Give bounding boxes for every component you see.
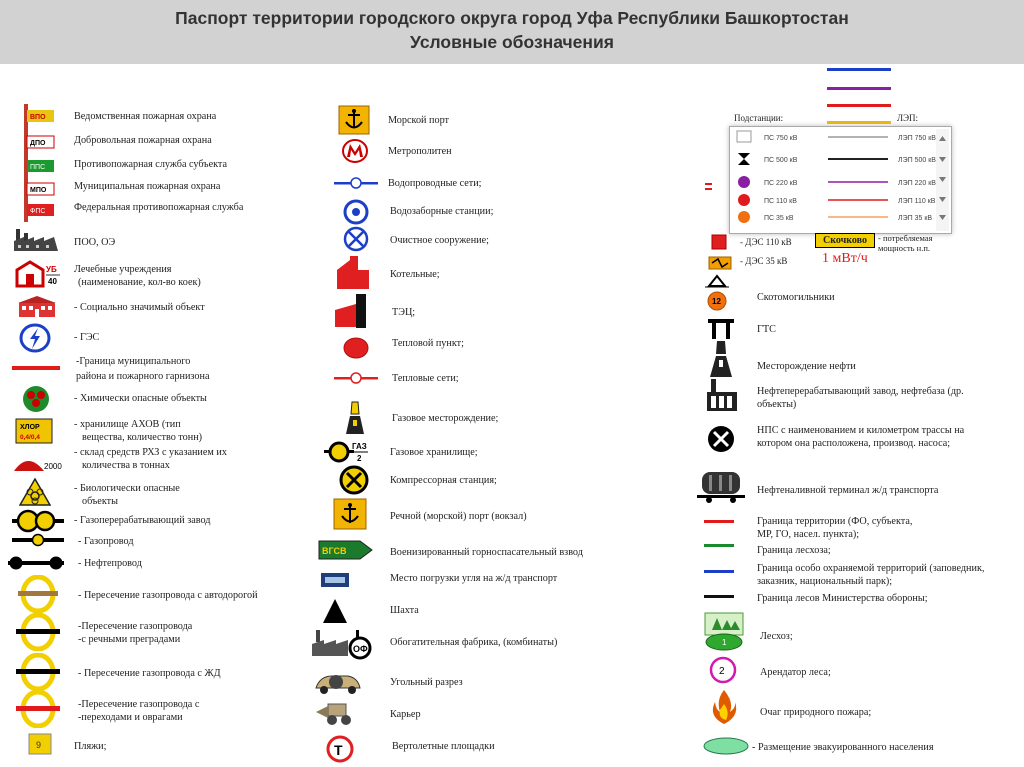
power-note-1: - потребляемая [878, 233, 933, 243]
legend-label-ahov-2: вещества, количество тонн) [82, 432, 203, 443]
legend-label-protected-2: заказник, национальный парк); [757, 576, 893, 587]
legend-label-fps: Федеральная противопожарная служба [74, 202, 244, 213]
oil-pump-station-icon [706, 424, 736, 454]
legend-label-coal-loading: Место погрузки угля на ж/д транспорт [390, 573, 558, 584]
legend-label-gts: ГТС [757, 324, 776, 335]
power-legend-panel [729, 126, 952, 234]
des-35-label: - ДЭС 35 кВ [740, 256, 788, 266]
treatment-facility-icon [343, 226, 369, 252]
legend-label-river-crossing-1: -Пересечение газопровода [78, 621, 193, 632]
hydrotechnical-icon [706, 318, 736, 340]
legend-label-evacuation: - Размещение эвакуированного населения [752, 742, 934, 753]
legend-label-chemical: - Химически опасные объекты [74, 393, 207, 404]
svg-text:ПС 110 кВ: ПС 110 кВ [764, 198, 797, 205]
des-110-icon [711, 234, 727, 250]
water-intake-icon [343, 199, 369, 225]
legend-label-processing-plant: Обогатительная фабрика, (комбинаты) [390, 637, 558, 648]
heat-point-icon [342, 336, 370, 360]
legend-label-refinery-1: Нефтеперерабатывающий завод, нефтебаза (др. [757, 386, 964, 397]
svg-text:МПО: МПО [30, 187, 47, 194]
coal-loading-icon [320, 572, 350, 588]
svg-text:0,4/0,4: 0,4/0,4 [20, 434, 40, 441]
svg-text:40: 40 [48, 277, 57, 286]
water-network-icon [334, 176, 378, 190]
legend-label-rail-crossing: - Пересечение газопровода с ЖД [78, 668, 221, 679]
helipad-icon [326, 735, 354, 763]
legend-label-forestry: Лесхоз; [760, 631, 793, 642]
legend-label-water-intake: Водозаборные станции; [390, 206, 494, 217]
legend-label-gas-pipeline: - Газопровод [78, 536, 134, 547]
legend-label-territory-2: МР, ГО, насел. пункта); [757, 529, 860, 540]
ahov-storage-icon [15, 418, 53, 444]
mine-shaft-icon [322, 598, 348, 624]
svg-text:ГАЗ: ГАЗ [352, 442, 367, 451]
social-object-icon [16, 295, 58, 317]
legend-label-protected-1: Граница особо охраняемой территорий (заповедник, [757, 563, 985, 574]
metro-icon [341, 138, 369, 164]
red-dash-mark-2 [705, 188, 712, 190]
legend-label-road-crossing: - Пересечение газопровода с автодорогой [78, 590, 258, 601]
svg-text:ОФ: ОФ [353, 644, 368, 654]
svg-text:ЛЭП 750 кВ: ЛЭП 750 кВ [898, 135, 936, 142]
svg-text:Т: Т [334, 742, 343, 758]
gas-pipeline-icon [12, 533, 64, 547]
svg-text:УБ: УБ [46, 265, 57, 274]
settlement-name-box: Скочково [815, 233, 875, 248]
svg-text:ПС 500 кВ: ПС 500 кВ [764, 157, 798, 164]
svg-text:ЛЭП 500 кВ: ЛЭП 500 кВ [898, 157, 936, 164]
legend-label-bio-1: - Биологически опасные [74, 483, 180, 494]
heat-network-icon [334, 371, 378, 385]
legend-label-nps-2: котором она расположена, производ. насоса; [757, 438, 951, 449]
svg-text:ДПО: ДПО [30, 140, 46, 147]
legend-label-water-network: Водопроводные сети; [388, 178, 482, 189]
svg-text:ЛЭП 220 кВ: ЛЭП 220 кВ [898, 180, 936, 187]
legend-label-rkhz-1: - склад средств РХЗ с указанием их [74, 447, 227, 458]
seaport-icon [338, 105, 370, 135]
svg-text:ППС: ППС [30, 164, 46, 171]
red-dash-mark [705, 183, 712, 185]
legend-label-social: - Социально значимый объект [74, 302, 205, 313]
legend-label-vpo: Ведомственная пожарная охрана [74, 111, 217, 122]
svg-text:2: 2 [719, 666, 725, 677]
oil-field-icon [708, 340, 734, 378]
svg-text:9: 9 [36, 740, 42, 750]
hydro-plant-icon [19, 323, 51, 353]
legend-label-territory-1: Граница территории (ФО, субъекта, [757, 516, 913, 527]
legend-label-ges: - ГЭС [74, 332, 100, 343]
legend-label-rkhz-2: количества в тоннах [82, 460, 170, 471]
legend-label-boiler: Котельные; [390, 269, 440, 280]
legend-label-forestry-border: Граница лесхоза; [757, 545, 831, 556]
svg-text:ВГСВ: ВГСВ [322, 546, 347, 556]
forest-tenant-icon [709, 656, 737, 684]
legend-label-coal-pit: Угольный разрез [390, 677, 463, 688]
des-35-icon [708, 254, 732, 272]
svg-text:ФПС: ФПС [30, 208, 46, 215]
svg-text:ПС 35 кВ: ПС 35 кВ [764, 215, 794, 222]
boiler-house-icon [336, 256, 370, 290]
legend-label-gas-field: Газовое месторождение; [392, 413, 499, 424]
power-note-2: мощность н.п. [878, 243, 931, 253]
evacuation-site-icon [702, 736, 750, 756]
legend-label-hospital-2: (наименование, кол-во коек) [78, 277, 201, 288]
legend-label-dpo: Добровольная пожарная охрана [74, 135, 212, 146]
legend-label-nps-1: НПС с наименованием и километром трассы на [757, 425, 965, 436]
legend-label-defense-forest: Граница лесов Министерства обороны; [757, 593, 928, 604]
gas-field-icon [342, 400, 368, 436]
page-title: Паспорт территории городского округа город Уфа Республики Башкортостан [175, 8, 849, 28]
legend-label-compressor: Компрессорная станция; [390, 475, 497, 486]
lep-caption: ЛЭП: [897, 113, 919, 123]
legend-label-border-2: района и пожарного гарнизона [76, 371, 210, 382]
chp-plant-icon [334, 294, 374, 328]
legend-label-metro: Метрополитен [388, 146, 452, 157]
legend-label-ravine-crossing-1: -Пересечение газопровода с [78, 699, 200, 710]
power-value: 1 мВт/ч [822, 251, 868, 266]
river-port-icon [333, 498, 367, 530]
oil-pipeline-icon [8, 552, 64, 574]
legend-label-chp: ТЭЦ; [392, 307, 416, 318]
legend-label-heat-point: Тепловой пункт; [392, 338, 464, 349]
legend-label-gas-plant: - Газоперерабатывающий завод [74, 515, 211, 526]
power-legend-grid [730, 127, 951, 233]
legend-label-gas-storage: Газовое хранилище; [390, 447, 478, 458]
legend-label-mpo: Муниципальная пожарная охрана [74, 181, 221, 192]
legend-label-heat-network: Тепловые сети; [392, 373, 459, 384]
compressor-station-icon [339, 465, 369, 495]
legend-label-cattle-burial: Скотомогильники [757, 292, 835, 303]
des-110-label: - ДЭС 110 кВ [740, 237, 792, 247]
lep-line-orange [827, 121, 891, 124]
svg-text:12: 12 [712, 297, 721, 306]
svg-text:2000: 2000 [44, 462, 62, 471]
svg-text:2: 2 [357, 454, 362, 463]
legend-label-oil-field: Месторождение нефти [757, 361, 856, 372]
legend-label-wildfire: Очаг природного пожара; [760, 707, 872, 718]
gas-road-crossing-icon [18, 575, 58, 613]
legend-label-helipad: Вертолетные площадки [392, 741, 495, 752]
beach-icon [28, 733, 52, 755]
quarry-icon [314, 698, 360, 726]
factory-icon [12, 227, 60, 253]
svg-text:ВПО: ВПО [30, 114, 46, 121]
territory-border-line [704, 520, 734, 523]
gas-storage-icon [324, 439, 374, 467]
legend-label-mine-rescue: Военизированный горноспасательный взвод [390, 547, 583, 558]
lep-line-purple [827, 87, 891, 90]
legend-label-oil-terminal: Нефтеналивной терминал ж/д транспорта [757, 485, 939, 496]
page-subtitle: Условные обозначения [410, 32, 614, 52]
gas-river-crossing-icon [16, 613, 60, 651]
lep-line-blue [827, 68, 891, 71]
legend-label-ravine-crossing-2: -переходами и оврагами [78, 712, 183, 723]
legend-label-border-1: -Граница муниципального [76, 356, 191, 367]
protected-area-border-line [704, 570, 734, 573]
processing-plant-icon [310, 626, 374, 660]
forestry-border-line [704, 544, 734, 547]
oil-terminal-icon [697, 469, 745, 503]
substations-caption: Подстанции: [734, 113, 784, 123]
rkhz-storage-icon [12, 451, 62, 473]
svg-text:ПС 220 кВ: ПС 220 кВ [764, 180, 798, 187]
legend-label-hospital-1: Лечебные учреждения [74, 264, 172, 275]
svg-text:ХЛОР: ХЛОР [20, 424, 40, 431]
legend-label-oil-pipeline: - Нефтепровод [78, 558, 142, 569]
legend-label-forest-tenant: Арендатор леса; [760, 667, 831, 678]
refinery-icon [705, 378, 739, 412]
legend-label-shaft: Шахта [390, 605, 419, 616]
legend-label-ahov-1: - хранилище АХОВ (тип [74, 419, 181, 430]
header-bar [0, 0, 1024, 64]
mine-rescue-platoon-icon [318, 540, 374, 560]
fire-flags-icon [22, 104, 56, 222]
legend-label-refinery-2: объекты) [757, 399, 797, 410]
legend-label-treatment: Очистное сооружение; [390, 235, 489, 246]
svg-text:1: 1 [722, 638, 727, 647]
cattle-burial-icon [703, 274, 731, 312]
biohazard-icon [19, 478, 51, 506]
hospital-icon [15, 260, 63, 288]
legend-label-river-crossing-2: -с речными преградами [78, 634, 181, 645]
legend-label-beach: Пляжи; [74, 741, 107, 752]
legend-label-seaport: Морской порт [388, 115, 449, 126]
wildfire-icon [710, 688, 738, 726]
legend-label-subject-fire: Противопожарная служба субъекта [74, 159, 227, 170]
gas-processing-plant-icon [12, 508, 64, 534]
lep-line-red [827, 104, 891, 107]
legend-label-river-port: Речной (морской) порт (вокзал) [390, 511, 527, 522]
legend-label-poo: ПОО, ОЭ [74, 237, 116, 248]
svg-text:ЛЭП 110 кВ: ЛЭП 110 кВ [898, 198, 936, 205]
coal-pit-icon [312, 668, 364, 696]
gas-ravine-crossing-icon [16, 690, 60, 728]
svg-text:ЛЭП 35 кВ: ЛЭП 35 кВ [898, 215, 933, 222]
legend-label-bio-2: объекты [82, 496, 118, 507]
municipal-border-line-icon [12, 366, 60, 370]
defense-forest-border-line [704, 595, 734, 598]
gas-railway-crossing-icon [16, 653, 60, 691]
chemical-hazard-icon [22, 385, 50, 413]
legend-label-quarry: Карьер [390, 709, 421, 720]
forestry-icon [704, 612, 744, 652]
svg-text:ПС 750 кВ: ПС 750 кВ [764, 135, 798, 142]
